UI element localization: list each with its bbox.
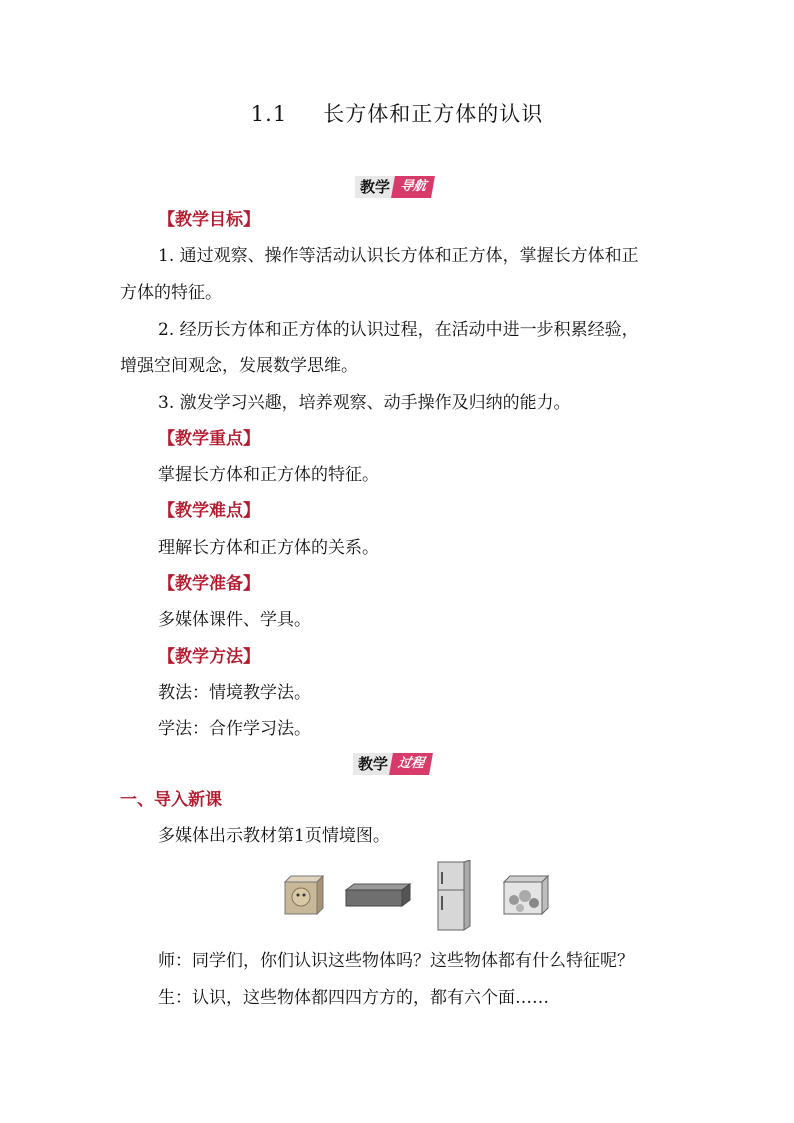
preparation-heading: 【教学准备】 xyxy=(158,574,260,594)
objective-2-line-2: 增强空间观念，发展数学思维。 xyxy=(120,356,358,376)
badge-nav-right: 导航 xyxy=(391,176,435,198)
badge-teaching-nav xyxy=(355,176,433,198)
student-answer: 生：认识，这些物体都四四方方的，都有六个面…… xyxy=(158,988,549,1008)
objective-2-line-1: 2. 经历长方体和正方体的认识过程，在活动中进一步积累经验， xyxy=(158,320,639,340)
teacher-question: 师：同学们，你们认识这些物体吗？这些物体都有什么特征呢？ xyxy=(158,951,634,971)
badge-process-left: 教学 xyxy=(353,753,394,775)
key-points-heading: 【教学重点】 xyxy=(158,429,260,449)
cube-box-icon xyxy=(285,876,323,914)
situation-illustration xyxy=(282,860,552,932)
glass-box-icon xyxy=(504,876,548,914)
lesson-title: 长方体和正方体的认识 xyxy=(323,102,544,126)
page-title xyxy=(0,98,794,128)
difficulties-heading: 【教学难点】 xyxy=(158,501,260,521)
difficulties-text: 理解长方体和正方体的关系。 xyxy=(158,538,379,558)
section-number: 1.1 xyxy=(250,102,288,126)
section-1-heading: 一、导入新课 xyxy=(120,790,222,810)
refrigerator-icon xyxy=(438,860,470,930)
learning-method: 学法：合作学习法。 xyxy=(158,719,311,739)
badge-teaching-process xyxy=(353,753,431,775)
methods-heading: 【教学方法】 xyxy=(158,647,260,667)
objectives-heading: 【教学目标】 xyxy=(158,210,260,230)
badge-nav-left: 教学 xyxy=(355,176,396,198)
objective-3: 3. 激发学习兴趣，培养观察、动手操作及归纳的能力。 xyxy=(158,393,571,413)
teaching-method: 教法：情境教学法。 xyxy=(158,683,311,703)
objective-1-line-1: 1. 通过观察、操作等活动认识长方体和正方体，掌握长方体和正 xyxy=(158,246,639,266)
section-1-intro: 多媒体出示教材第1页情境图。 xyxy=(158,826,390,846)
preparation-text: 多媒体课件、学具。 xyxy=(158,610,311,630)
objective-1-line-2: 方体的特征。 xyxy=(120,283,222,303)
brick-icon xyxy=(346,884,410,906)
badge-process-right: 过程 xyxy=(389,753,433,775)
key-points-text: 掌握长方体和正方体的特征。 xyxy=(158,465,379,485)
